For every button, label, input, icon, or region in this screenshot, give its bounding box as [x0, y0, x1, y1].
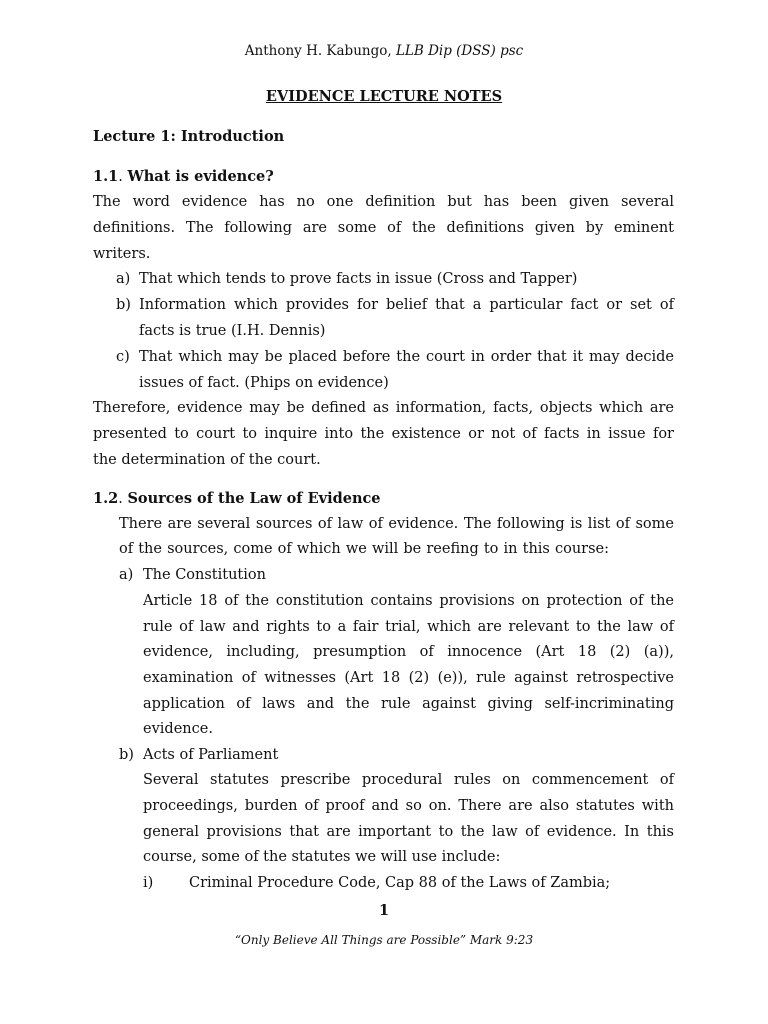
list-marker: c) [116, 349, 130, 365]
sub-list-item-text: Criminal Procedure Code, Cap 88 of the Laws of Zambia; [189, 875, 611, 891]
paragraph-line: evidence. [143, 721, 213, 737]
list-marker: b) [116, 297, 131, 313]
header-author: Anthony H. Kabungo, [244, 43, 392, 59]
paragraph-line: Several statutes prescribe procedural rules on commencement of [143, 772, 674, 788]
lecture-heading: Lecture 1: Introduction [93, 128, 285, 145]
section-number: 1.2 [93, 490, 119, 507]
paragraph-line: There are several sources of law of evidence. The following is list of some [119, 516, 674, 532]
footer-quote: “Only Believe All Things are Possible” Mark 9:23 [234, 933, 534, 947]
list-marker: a) [116, 271, 131, 287]
section-title: Sources of the Law of Evidence [127, 490, 381, 507]
paragraph-line: examination of witnesses (Art 18 (2) (e)), rule against retrospective [143, 670, 674, 686]
paragraph-line: The word evidence has no one definition but has been given several [93, 194, 674, 210]
paragraph-line: of the sources, come of which we will be reefing to in this course: [119, 541, 609, 557]
paragraph-line: proceedings, burden of proof and so on. There are also statutes with [143, 798, 674, 814]
section-heading-1-1: 1.1. What is evidence? [93, 168, 274, 185]
paragraph-line: application of laws and the rule against giving self-incriminating [143, 696, 674, 712]
list-item-text: That which tends to prove facts in issue (Cross and Tapper) [139, 271, 578, 287]
list-item-text: facts is true (I.H. Dennis) [139, 323, 326, 339]
header-credentials: LLB Dip (DSS) psc [395, 43, 524, 59]
section-number: 1.1 [93, 168, 119, 185]
paragraph-line: evidence, including, presumption of innocence (Art 18 (2) (a)), [143, 644, 674, 660]
list-item-label: The Constitution [143, 567, 266, 583]
paragraph-line: the determination of the court. [93, 452, 321, 468]
list-item-text: issues of fact. (Phips on evidence) [139, 375, 389, 391]
list-item-label: Acts of Parliament [143, 747, 279, 763]
list-marker: b) [119, 747, 134, 763]
section-heading-1-2: 1.2. Sources of the Law of Evidence [93, 490, 381, 507]
paragraph-line: course, some of the statutes we will use include: [143, 849, 501, 865]
paragraph-line: definitions. The following are some of the definitions given by eminent [93, 220, 674, 236]
paragraph-line: writers. [93, 246, 151, 262]
page-header [0, 43, 768, 59]
paragraph-line: general provisions that are important to the law of evidence. In this [143, 824, 674, 840]
page-number: 1 [378, 902, 390, 919]
sub-list-marker: i) [143, 875, 154, 891]
paragraph-line: Article 18 of the constitution contains provisions on protection of the [143, 593, 674, 609]
paragraph-line: Therefore, evidence may be defined as information, facts, objects which are [93, 400, 674, 416]
paragraph-line: rule of law and rights to a fair trial, which are relevant to the law of [143, 619, 674, 635]
list-item-text: That which may be placed before the court in order that it may decide [139, 349, 674, 365]
section-title: What is evidence? [127, 168, 274, 185]
document-title: EVIDENCE LECTURE NOTES [265, 88, 503, 105]
list-marker: a) [119, 567, 134, 583]
paragraph-line: presented to court to inquire into the existence or not of facts in issue for [93, 426, 674, 442]
list-item-text: Information which provides for belief that a particular fact or set of [139, 297, 674, 313]
